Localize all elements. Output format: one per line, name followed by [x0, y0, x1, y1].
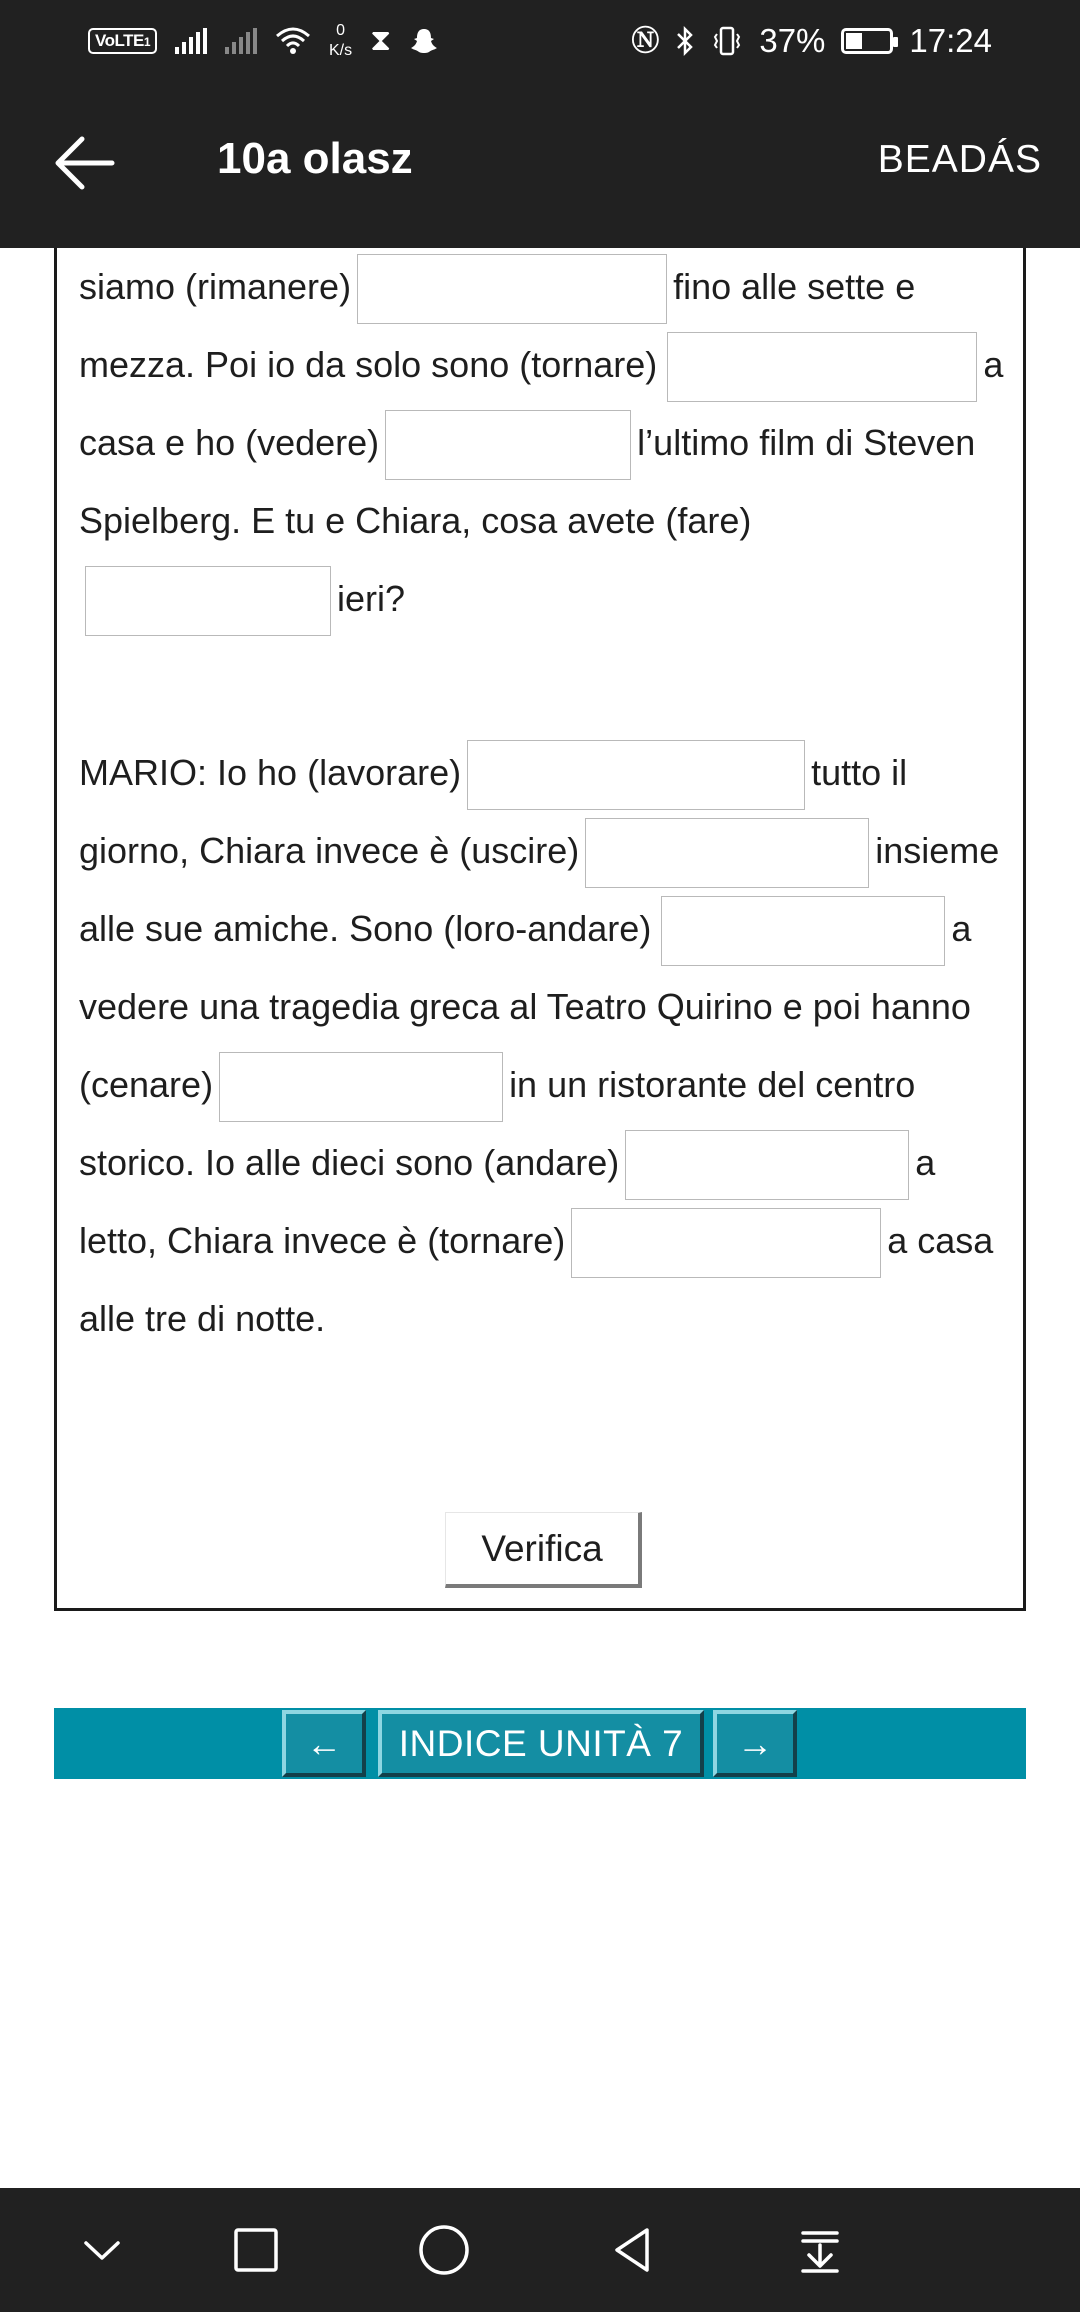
volte-icon	[88, 28, 157, 54]
recent-apps-button[interactable]	[216, 2210, 296, 2290]
back-triangle-icon	[607, 2225, 657, 2275]
unit-index-button[interactable]: INDICE UNITÀ 7	[378, 1710, 704, 1777]
exercise-text: l’ultimo film di Steven Spielberg. E tu e Chiara, cosa avete (fare)	[79, 422, 976, 541]
back-button[interactable]	[50, 128, 120, 198]
system-navigation-bar	[0, 2188, 1080, 2312]
exercise-text: fino alle sette e mezza. Poi io da solo sono (tornare)	[79, 266, 916, 385]
battery-level-fill	[846, 33, 862, 49]
exercise-text: a casa e ho (vedere)	[79, 344, 1004, 463]
blank-input-fare[interactable]	[85, 566, 331, 636]
blank-input-tornare-2[interactable]	[571, 1208, 881, 1278]
collapse-button[interactable]	[62, 2210, 142, 2290]
arrow-left-icon	[50, 128, 120, 198]
recent-apps-icon	[232, 2226, 280, 2274]
blank-input-lavorare[interactable]	[467, 740, 805, 810]
battery-percent: 37%	[759, 22, 826, 59]
wifi-icon	[275, 26, 311, 56]
home-button[interactable]	[404, 2210, 484, 2290]
nfc-icon: Ⓝ	[631, 25, 660, 56]
exercise-text: ieri?	[337, 578, 406, 619]
submit-button[interactable]: BEADÁS	[877, 138, 1042, 181]
clock: 17:24	[909, 22, 992, 59]
volte-sim-label: 1	[143, 35, 150, 49]
verify-button[interactable]: Verifica	[445, 1512, 642, 1588]
blank-input-uscire[interactable]	[585, 818, 869, 888]
exercise-text: tutto il giorno, Chiara invece è (uscire)	[79, 752, 908, 871]
volte-label: VoLTE	[95, 31, 144, 50]
blank-input-tornare-1[interactable]	[667, 332, 977, 402]
previous-page-button[interactable]: ←	[282, 1710, 366, 1777]
download-notifications-icon	[795, 2225, 845, 2275]
exercise-paragraph-1	[79, 248, 1009, 638]
snapchat-icon	[409, 26, 439, 56]
vibrate-icon	[711, 25, 743, 57]
battery-icon	[841, 28, 893, 54]
back-system-button[interactable]	[592, 2210, 672, 2290]
home-icon	[417, 2223, 471, 2277]
unit-navigation	[54, 1708, 1026, 1779]
net-speed-unit: K/s	[329, 42, 353, 59]
exercise-text: MARIO: Io ho (lavorare)	[79, 752, 462, 793]
signal-no-data-icon	[225, 28, 257, 54]
exercise-card	[54, 248, 1026, 1611]
collapse-chevron-icon	[80, 2228, 124, 2272]
blank-input-rimanere[interactable]	[357, 254, 667, 324]
signal-icon	[175, 28, 207, 54]
next-page-button[interactable]: →	[713, 1710, 797, 1777]
status-right-group	[631, 16, 992, 66]
exercise-text: a vedere una tragedia greca al Teatro Quirino e poi hanno (cenare)	[79, 908, 972, 1105]
status-bar	[0, 0, 1080, 80]
net-speed-value: 0	[336, 22, 346, 39]
bluetooth-icon	[675, 25, 695, 57]
exercise-text: a casa alle tre di notte.	[79, 1220, 994, 1339]
net-speed	[329, 21, 352, 61]
hourglass-icon: ⧗	[370, 24, 392, 57]
app-bar	[0, 80, 1080, 248]
exercise-text: a letto, Chiara invece è (tornare)	[79, 1142, 936, 1261]
app-title: 10a olasz	[217, 134, 413, 183]
exercise-text: siamo (rimanere)	[79, 266, 352, 307]
blank-input-loro-andare[interactable]	[661, 896, 945, 966]
exercise-text: in un ristorante del centro storico. Io alle dieci sono (andare)	[79, 1064, 916, 1183]
exercise-paragraph-2	[79, 734, 1009, 1358]
notifications-pull-button[interactable]	[780, 2210, 860, 2290]
exercise-text: insieme alle sue amiche. Sono (loro-andare)	[79, 830, 1000, 949]
blank-input-cenare[interactable]	[219, 1052, 503, 1122]
blank-input-andare[interactable]	[625, 1130, 909, 1200]
status-left-group	[88, 16, 439, 66]
blank-input-vedere[interactable]	[385, 410, 631, 480]
